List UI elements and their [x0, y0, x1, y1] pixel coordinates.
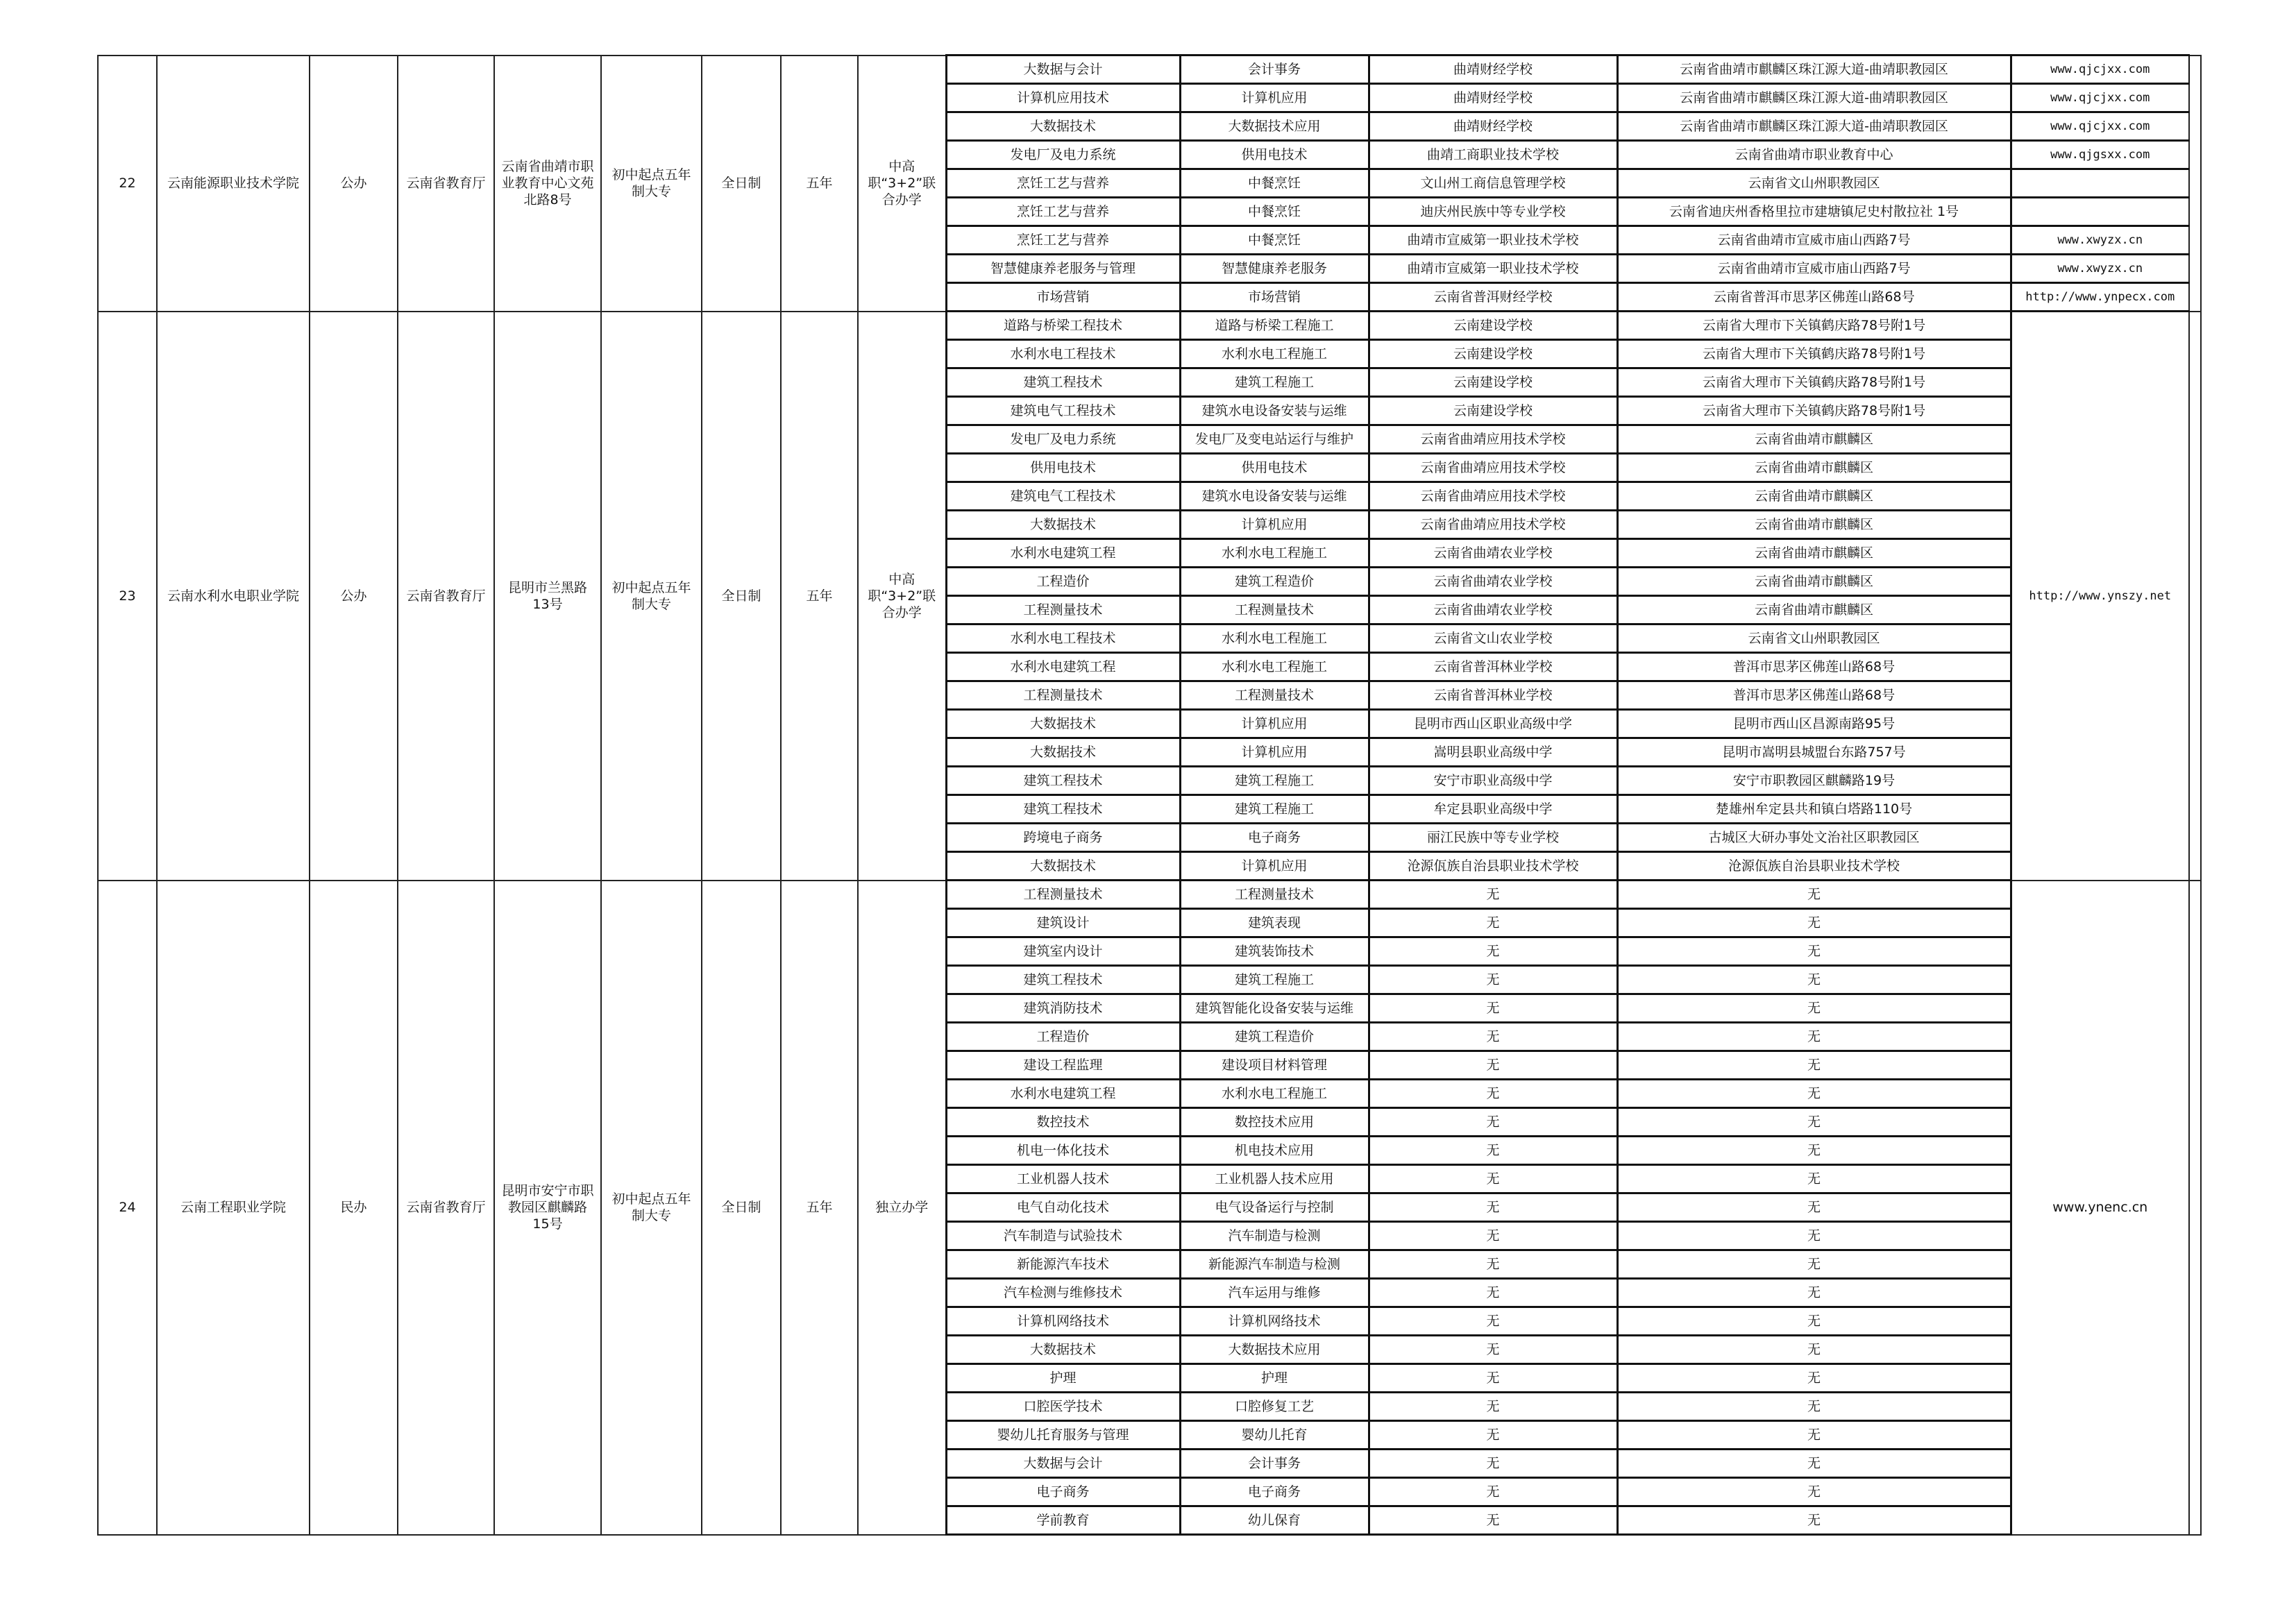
major-name: 大数据技术 — [946, 852, 1180, 881]
secondary-major-name: 口腔修复工艺 — [1180, 1393, 1369, 1421]
institution-address-text: 昆明市安宁市职教园区麒麟路15号 — [501, 1183, 594, 1232]
institution-name-text: 云南水利水电职业学院 — [167, 588, 299, 604]
trailing-blank-cell — [2189, 312, 2201, 881]
institution-type — [310, 312, 398, 881]
partner-school: 昆明市西山区职业高级中学 — [1369, 710, 1617, 738]
major-name: 水利水电工程技术 — [946, 340, 1180, 368]
institution-name-text: 云南能源职业技术学院 — [167, 176, 299, 191]
partner-school-address: 云南省文山州职教园区 — [1617, 169, 2011, 198]
partner-school: 无 — [1369, 881, 1617, 909]
partner-school-website — [2011, 198, 2189, 226]
partner-school-address: 云南省普洱市思茅区佛莲山路68号 — [1617, 283, 2011, 312]
secondary-major-name: 会计事务 — [1180, 1450, 1369, 1478]
partner-school-address: 云南省大理市下关镇鹤庆路78号附1号 — [1617, 312, 2011, 340]
major-name: 供用电技术 — [946, 454, 1180, 482]
partner-school: 无 — [1369, 1222, 1617, 1250]
institution-name-text: 云南工程职业学院 — [180, 1200, 286, 1215]
major-name: 建筑电气工程技术 — [946, 397, 1180, 425]
partner-school: 丽江民族中等专业学校 — [1369, 824, 1617, 852]
governing-authority-text: 云南省教育厅 — [406, 588, 486, 604]
partner-school-address: 沧源佤族自治县职业技术学校 — [1617, 852, 2011, 881]
partner-school: 云南建设学校 — [1369, 397, 1617, 425]
major-name: 工业机器人技术 — [946, 1165, 1180, 1193]
partner-school-address: 无 — [1617, 1222, 2011, 1250]
partner-school: 曲靖财经学校 — [1369, 56, 1617, 84]
partner-school: 嵩明县职业高级中学 — [1369, 738, 1617, 767]
secondary-major-name: 计算机应用 — [1180, 852, 1369, 881]
secondary-major-name: 水利水电工程施工 — [1180, 624, 1369, 653]
secondary-major-name: 建筑工程施工 — [1180, 368, 1369, 397]
secondary-major-name: 工程测量技术 — [1180, 596, 1369, 624]
major-name: 市场营销 — [946, 283, 1180, 312]
major-name: 护理 — [946, 1364, 1180, 1393]
cooperation-mode-text: 中高职“3+2”联合办学 — [868, 159, 936, 207]
partner-school-website: http://www.ynpecx.com — [2011, 283, 2189, 312]
secondary-major-name: 建筑装饰技术 — [1180, 937, 1369, 966]
partner-school-address: 无 — [1617, 1193, 2011, 1222]
partner-school-address: 无 — [1617, 1421, 2011, 1450]
secondary-major-name: 发电厂及变电站运行与维护 — [1180, 425, 1369, 454]
secondary-major-name: 幼儿保育 — [1180, 1506, 1369, 1535]
secondary-major-name: 中餐烹饪 — [1180, 226, 1369, 255]
study-duration — [781, 56, 858, 312]
major-name: 电气自动化技术 — [946, 1193, 1180, 1222]
secondary-major-name: 新能源汽车制造与检测 — [1180, 1250, 1369, 1279]
partner-school-website — [2011, 169, 2189, 198]
partner-school: 无 — [1369, 1506, 1617, 1535]
secondary-major-name: 建筑工程造价 — [1180, 568, 1369, 596]
partner-school: 云南省曲靖农业学校 — [1369, 539, 1617, 568]
study-mode-text: 全日制 — [721, 588, 761, 604]
major-name: 大数据技术 — [946, 511, 1180, 539]
major-name: 水利水电建筑工程 — [946, 653, 1180, 681]
major-name: 水利水电建筑工程 — [946, 539, 1180, 568]
program-level — [601, 312, 702, 881]
partner-school-address: 云南省迪庆州香格里拉市建塘镇尼史村散拉社 1号 — [1617, 198, 2011, 226]
cooperation-mode — [858, 881, 946, 1535]
institution-name — [157, 56, 310, 312]
study-mode-text: 全日制 — [721, 1200, 761, 1215]
partner-school-address: 普洱市思茅区佛莲山路68号 — [1617, 653, 2011, 681]
partner-school: 无 — [1369, 1450, 1617, 1478]
partner-school-address: 无 — [1617, 1478, 2011, 1506]
partner-school-address: 无 — [1617, 937, 2011, 966]
program-level-text: 初中起点五年制大专 — [611, 1191, 691, 1223]
governing-authority — [398, 881, 494, 1535]
partner-school-address: 无 — [1617, 1506, 2011, 1535]
enrollment-table — [97, 54, 2202, 1536]
partner-school-address: 无 — [1617, 1108, 2011, 1137]
partner-school-address: 云南省曲靖市麒麟区 — [1617, 482, 2011, 511]
partner-school-address: 无 — [1617, 966, 2011, 994]
major-name: 烹饪工艺与营养 — [946, 198, 1180, 226]
secondary-major-name: 中餐烹饪 — [1180, 169, 1369, 198]
secondary-major-name: 婴幼儿托育 — [1180, 1421, 1369, 1450]
secondary-major-name: 中餐烹饪 — [1180, 198, 1369, 226]
major-name: 建筑工程技术 — [946, 795, 1180, 824]
partner-school-website: www.qjcjxx.com — [2011, 56, 2189, 84]
major-name: 工程测量技术 — [946, 881, 1180, 909]
partner-school: 文山州工商信息管理学校 — [1369, 169, 1617, 198]
secondary-major-name: 汽车运用与维修 — [1180, 1279, 1369, 1307]
partner-school-address: 昆明市西山区昌源南路95号 — [1617, 710, 2011, 738]
table-row — [98, 312, 2201, 340]
partner-school-address: 无 — [1617, 1307, 2011, 1336]
partner-school: 安宁市职业高级中学 — [1369, 767, 1617, 795]
major-name: 学前教育 — [946, 1506, 1180, 1535]
partner-school-address: 无 — [1617, 1051, 2011, 1080]
secondary-major-name: 建筑智能化设备安装与运维 — [1180, 994, 1369, 1023]
major-name: 数控技术 — [946, 1108, 1180, 1137]
partner-school: 无 — [1369, 966, 1617, 994]
partner-school-address: 云南省曲靖市麒麟区珠江源大道-曲靖职教园区 — [1617, 56, 2011, 84]
secondary-major-name: 工业机器人技术应用 — [1180, 1165, 1369, 1193]
secondary-major-name: 计算机应用 — [1180, 738, 1369, 767]
partner-school: 云南建设学校 — [1369, 368, 1617, 397]
partner-school: 无 — [1369, 1364, 1617, 1393]
secondary-major-name: 护理 — [1180, 1364, 1369, 1393]
partner-school-address: 昆明市嵩明县城盟台东路757号 — [1617, 738, 2011, 767]
partner-school: 无 — [1369, 1165, 1617, 1193]
partner-school-address: 云南省曲靖市麒麟区 — [1617, 568, 2011, 596]
partner-school-address: 无 — [1617, 1393, 2011, 1421]
study-duration-text: 五年 — [806, 176, 833, 191]
program-level — [601, 881, 702, 1535]
secondary-major-name: 建筑工程施工 — [1180, 767, 1369, 795]
study-mode — [702, 881, 781, 1535]
major-name: 电子商务 — [946, 1478, 1180, 1506]
major-name: 计算机应用技术 — [946, 84, 1180, 112]
major-name: 建筑室内设计 — [946, 937, 1180, 966]
major-name: 大数据技术 — [946, 738, 1180, 767]
secondary-major-name: 水利水电工程施工 — [1180, 539, 1369, 568]
institution-number-text: 23 — [119, 588, 136, 604]
partner-school: 无 — [1369, 1051, 1617, 1080]
major-name: 汽车制造与试验技术 — [946, 1222, 1180, 1250]
partner-school: 云南省曲靖应用技术学校 — [1369, 425, 1617, 454]
partner-school-address: 无 — [1617, 1165, 2011, 1193]
institution-type-text: 公办 — [340, 588, 367, 604]
major-name: 工程测量技术 — [946, 681, 1180, 710]
major-name: 建设工程监理 — [946, 1051, 1180, 1080]
partner-school-address: 楚雄州牟定县共和镇白塔路110号 — [1617, 795, 2011, 824]
major-name: 发电厂及电力系统 — [946, 425, 1180, 454]
institution-type — [310, 881, 398, 1535]
partner-school-address: 普洱市思茅区佛莲山路68号 — [1617, 681, 2011, 710]
major-name: 机电一体化技术 — [946, 1137, 1180, 1165]
partner-school-address: 无 — [1617, 1137, 2011, 1165]
major-name: 建筑电气工程技术 — [946, 482, 1180, 511]
partner-school: 无 — [1369, 1193, 1617, 1222]
study-mode — [702, 56, 781, 312]
secondary-major-name: 工程测量技术 — [1180, 881, 1369, 909]
secondary-major-name: 电子商务 — [1180, 824, 1369, 852]
major-name: 工程造价 — [946, 568, 1180, 596]
secondary-major-name: 水利水电工程施工 — [1180, 653, 1369, 681]
cooperation-mode — [858, 56, 946, 312]
secondary-major-name: 水利水电工程施工 — [1180, 1080, 1369, 1108]
partner-school: 曲靖市宣威第一职业技术学校 — [1369, 255, 1617, 283]
partner-school: 无 — [1369, 1279, 1617, 1307]
major-name: 工程测量技术 — [946, 596, 1180, 624]
program-level-text: 初中起点五年制大专 — [611, 167, 691, 199]
partner-school-address: 无 — [1617, 1450, 2011, 1478]
table-row — [98, 56, 2201, 84]
partner-school: 云南省普洱林业学校 — [1369, 653, 1617, 681]
study-duration — [781, 881, 858, 1535]
trailing-blank-cell — [2189, 881, 2201, 1535]
major-name: 计算机网络技术 — [946, 1307, 1180, 1336]
major-name: 大数据与会计 — [946, 56, 1180, 84]
secondary-major-name: 数控技术应用 — [1180, 1108, 1369, 1137]
partner-school-address: 安宁市职教园区麒麟路19号 — [1617, 767, 2011, 795]
partner-school-address: 云南省大理市下关镇鹤庆路78号附1号 — [1617, 397, 2011, 425]
partner-school: 无 — [1369, 1307, 1617, 1336]
institution-address-text: 昆明市兰黑路13号 — [507, 579, 587, 612]
partner-school-address: 无 — [1617, 881, 2011, 909]
major-name: 烹饪工艺与营养 — [946, 169, 1180, 198]
major-name: 跨境电子商务 — [946, 824, 1180, 852]
partner-school: 无 — [1369, 1137, 1617, 1165]
secondary-major-name: 建筑水电设备安装与运维 — [1180, 482, 1369, 511]
partner-school: 曲靖工商职业技术学校 — [1369, 141, 1617, 169]
partner-school-address: 古城区大研办事处文治社区职教园区 — [1617, 824, 2011, 852]
partner-school-address: 无 — [1617, 1279, 2011, 1307]
secondary-major-name: 会计事务 — [1180, 56, 1369, 84]
institution-number-text: 22 — [119, 176, 136, 191]
major-name: 大数据技术 — [946, 1336, 1180, 1364]
governing-authority — [398, 312, 494, 881]
partner-school: 曲靖财经学校 — [1369, 84, 1617, 112]
secondary-major-name: 供用电技术 — [1180, 454, 1369, 482]
study-duration-text: 五年 — [806, 588, 833, 604]
secondary-major-name: 计算机应用 — [1180, 84, 1369, 112]
partner-school-address: 云南省曲靖市麒麟区 — [1617, 511, 2011, 539]
major-name: 大数据技术 — [946, 112, 1180, 141]
partner-school: 曲靖市宣威第一职业技术学校 — [1369, 226, 1617, 255]
partner-school-address: 云南省曲靖市麒麟区珠江源大道-曲靖职教园区 — [1617, 112, 2011, 141]
partner-school: 曲靖财经学校 — [1369, 112, 1617, 141]
institution-number-text: 24 — [119, 1200, 136, 1215]
partner-school: 云南建设学校 — [1369, 340, 1617, 368]
secondary-major-name: 大数据技术应用 — [1180, 112, 1369, 141]
program-level — [601, 56, 702, 312]
major-name: 发电厂及电力系统 — [946, 141, 1180, 169]
partner-school-address: 云南省曲靖市宣威市庙山西路7号 — [1617, 255, 2011, 283]
major-name: 工程造价 — [946, 1023, 1180, 1051]
partner-school-address: 云南省曲靖市麒麟区 — [1617, 454, 2011, 482]
partner-school-website: www.qjgsxx.com — [2011, 141, 2189, 169]
partner-school: 无 — [1369, 994, 1617, 1023]
major-name: 口腔医学技术 — [946, 1393, 1180, 1421]
partner-school-address: 无 — [1617, 1080, 2011, 1108]
secondary-major-name: 智慧健康养老服务 — [1180, 255, 1369, 283]
major-name: 新能源汽车技术 — [946, 1250, 1180, 1279]
partner-school-address: 云南省曲靖市职业教育中心 — [1617, 141, 2011, 169]
secondary-major-name: 道路与桥梁工程施工 — [1180, 312, 1369, 340]
secondary-major-name: 建筑水电设备安装与运维 — [1180, 397, 1369, 425]
secondary-major-name: 建筑表现 — [1180, 909, 1369, 937]
partner-school: 云南省普洱林业学校 — [1369, 681, 1617, 710]
secondary-major-name: 汽车制造与检测 — [1180, 1222, 1369, 1250]
secondary-major-name: 机电技术应用 — [1180, 1137, 1369, 1165]
major-name: 水利水电建筑工程 — [946, 1080, 1180, 1108]
governing-authority — [398, 56, 494, 312]
partner-school: 无 — [1369, 1336, 1617, 1364]
partner-school: 无 — [1369, 1393, 1617, 1421]
secondary-major-name: 计算机应用 — [1180, 710, 1369, 738]
institution-number — [98, 312, 157, 881]
partner-school-address: 云南省曲靖市麒麟区 — [1617, 596, 2011, 624]
major-name: 烹饪工艺与营养 — [946, 226, 1180, 255]
partner-school: 无 — [1369, 909, 1617, 937]
institution-type-text: 公办 — [340, 176, 367, 191]
institution-website: http://www.ynszy.net — [2011, 312, 2189, 881]
institution-address — [494, 56, 601, 312]
governing-authority-text: 云南省教育厅 — [406, 176, 486, 191]
partner-school-address: 无 — [1617, 909, 2011, 937]
partner-school-address: 无 — [1617, 1250, 2011, 1279]
institution-type — [310, 56, 398, 312]
secondary-major-name: 建筑工程施工 — [1180, 966, 1369, 994]
institution-type-text: 民办 — [340, 1200, 367, 1215]
institution-address-text: 云南省曲靖市职业教育中心文苑北路8号 — [501, 159, 594, 207]
major-name: 汽车检测与维修技术 — [946, 1279, 1180, 1307]
institution-website: www.ynenc.cn — [2011, 881, 2189, 1535]
partner-school: 无 — [1369, 1023, 1617, 1051]
partner-school: 云南省曲靖农业学校 — [1369, 568, 1617, 596]
trailing-blank-cell — [2189, 56, 2201, 312]
institution-number — [98, 881, 157, 1535]
institution-name — [157, 312, 310, 881]
study-mode-text: 全日制 — [721, 176, 761, 191]
secondary-major-name: 建设项目材料管理 — [1180, 1051, 1369, 1080]
partner-school-website: www.qjcjxx.com — [2011, 84, 2189, 112]
partner-school: 云南省文山农业学校 — [1369, 624, 1617, 653]
partner-school: 云南省曲靖应用技术学校 — [1369, 511, 1617, 539]
secondary-major-name: 计算机应用 — [1180, 511, 1369, 539]
secondary-major-name: 水利水电工程施工 — [1180, 340, 1369, 368]
secondary-major-name: 电气设备运行与控制 — [1180, 1193, 1369, 1222]
partner-school: 无 — [1369, 1080, 1617, 1108]
governing-authority-text: 云南省教育厅 — [406, 1200, 486, 1215]
enrollment-table-sheet — [97, 54, 2200, 1589]
secondary-major-name: 工程测量技术 — [1180, 681, 1369, 710]
major-name: 大数据与会计 — [946, 1450, 1180, 1478]
partner-school-address: 云南省大理市下关镇鹤庆路78号附1号 — [1617, 340, 2011, 368]
cooperation-mode-text: 独立办学 — [875, 1200, 929, 1215]
secondary-major-name: 建筑工程施工 — [1180, 795, 1369, 824]
secondary-major-name: 电子商务 — [1180, 1478, 1369, 1506]
partner-school: 云南省普洱财经学校 — [1369, 283, 1617, 312]
partner-school-address: 云南省曲靖市麒麟区 — [1617, 425, 2011, 454]
partner-school: 云南省曲靖应用技术学校 — [1369, 454, 1617, 482]
major-name: 建筑工程技术 — [946, 368, 1180, 397]
major-name: 建筑消防技术 — [946, 994, 1180, 1023]
partner-school-website: www.xwyzx.cn — [2011, 226, 2189, 255]
secondary-major-name: 计算机网络技术 — [1180, 1307, 1369, 1336]
major-name: 智慧健康养老服务与管理 — [946, 255, 1180, 283]
partner-school-address: 云南省大理市下关镇鹤庆路78号附1号 — [1617, 368, 2011, 397]
study-duration — [781, 312, 858, 881]
partner-school-address: 无 — [1617, 1023, 2011, 1051]
program-level-text: 初中起点五年制大专 — [611, 579, 691, 612]
partner-school-address: 无 — [1617, 1364, 2011, 1393]
table-row — [98, 881, 2201, 909]
cooperation-mode — [858, 312, 946, 881]
major-name: 大数据技术 — [946, 710, 1180, 738]
major-name: 水利水电工程技术 — [946, 624, 1180, 653]
partner-school-website: www.qjcjxx.com — [2011, 112, 2189, 141]
partner-school: 云南省曲靖农业学校 — [1369, 596, 1617, 624]
secondary-major-name: 市场营销 — [1180, 283, 1369, 312]
partner-school-address: 无 — [1617, 1336, 2011, 1364]
partner-school: 无 — [1369, 937, 1617, 966]
partner-school: 无 — [1369, 1250, 1617, 1279]
institution-number — [98, 56, 157, 312]
partner-school-address: 无 — [1617, 994, 2011, 1023]
major-name: 婴幼儿托育服务与管理 — [946, 1421, 1180, 1450]
institution-address — [494, 881, 601, 1535]
cooperation-mode-text: 中高职“3+2”联合办学 — [868, 571, 936, 620]
partner-school: 沧源佤族自治县职业技术学校 — [1369, 852, 1617, 881]
institution-address — [494, 312, 601, 881]
partner-school: 云南省曲靖应用技术学校 — [1369, 482, 1617, 511]
partner-school: 无 — [1369, 1478, 1617, 1506]
partner-school: 无 — [1369, 1108, 1617, 1137]
partner-school-address: 云南省文山州职教园区 — [1617, 624, 2011, 653]
partner-school: 牟定县职业高级中学 — [1369, 795, 1617, 824]
major-name: 道路与桥梁工程技术 — [946, 312, 1180, 340]
partner-school: 迪庆州民族中等专业学校 — [1369, 198, 1617, 226]
secondary-major-name: 供用电技术 — [1180, 141, 1369, 169]
study-duration-text: 五年 — [806, 1200, 833, 1215]
partner-school: 无 — [1369, 1421, 1617, 1450]
institution-name — [157, 881, 310, 1535]
major-name: 建筑工程技术 — [946, 767, 1180, 795]
major-name: 建筑工程技术 — [946, 966, 1180, 994]
partner-school-address: 云南省曲靖市麒麟区 — [1617, 539, 2011, 568]
partner-school-address: 云南省曲靖市麒麟区珠江源大道-曲靖职教园区 — [1617, 84, 2011, 112]
partner-school: 云南建设学校 — [1369, 312, 1617, 340]
study-mode — [702, 312, 781, 881]
major-name: 建筑设计 — [946, 909, 1180, 937]
partner-school-website: www.xwyzx.cn — [2011, 255, 2189, 283]
secondary-major-name: 大数据技术应用 — [1180, 1336, 1369, 1364]
partner-school-address: 云南省曲靖市宣威市庙山西路7号 — [1617, 226, 2011, 255]
secondary-major-name: 建筑工程造价 — [1180, 1023, 1369, 1051]
